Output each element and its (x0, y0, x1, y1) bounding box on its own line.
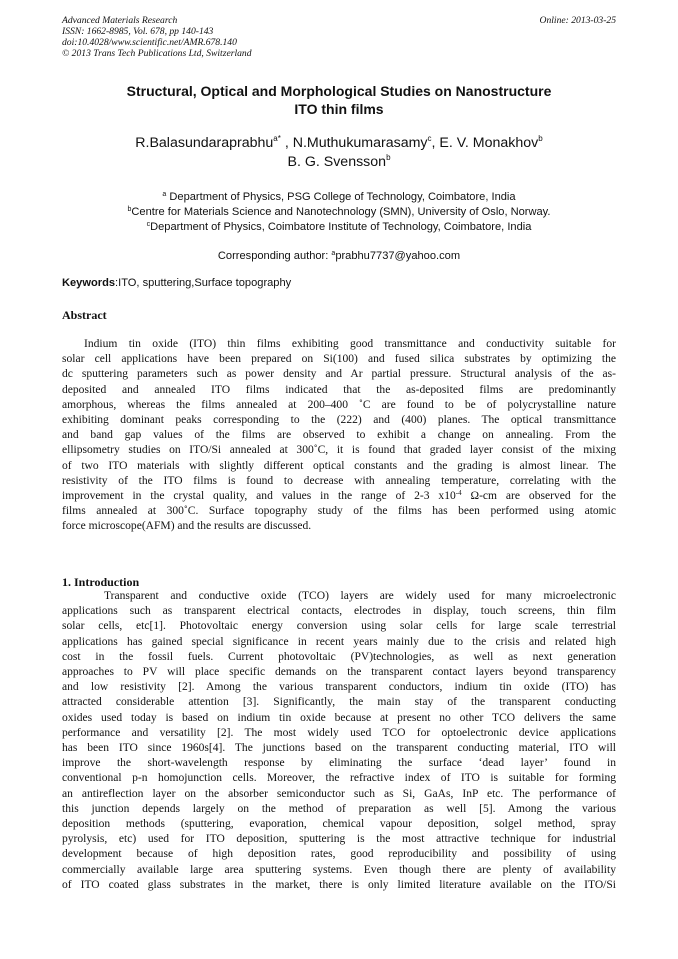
intro-line: pyrolysis, etc) used for ITO deposition, sputtering is the most attractive technique for industrial (62, 833, 616, 846)
intro-line: attracted considerable attention [3]. Significantly, the main stay of the transparent conducting (62, 696, 616, 709)
corresponding-email: prabhu7737@yahoo.com (335, 250, 461, 262)
abstract-line: Indium tin oxide (ITO) thin films exhibiting good transmittance and conductivity suitable for (84, 338, 616, 350)
author-mark: b (386, 153, 391, 162)
intro-line: of ITO coated glass substrates in the market, there is only limited literature available on the ITO/Si (62, 878, 616, 891)
affiliation-a (62, 190, 616, 204)
intro-line: development because of high deposition rates, good reproducibility and possibility of using (62, 848, 616, 861)
intro-line: solar cells, etc[1]. Photovoltaic energy conversion using solar cells for large scale terrestrial (62, 620, 616, 633)
abstract-body (62, 337, 616, 535)
abstract-line: and band gap values of the films are observed to exhibit a change on annealing. From the (62, 429, 616, 442)
affiliation-text: Centre for Materials Science and Nanotechnology (SMN), University of Oslo, Norway. (131, 206, 551, 218)
affiliation-text: Department of Physics, PSG College of Technology, Coimbatore, India (166, 191, 516, 203)
intro-line: approaches to PV will place specific demands on the transparent contact layers beyond transparency (62, 666, 616, 679)
intro-line: an antireflection layer on the absorber semiconductor such as Si, GaAs, InP etc. The performance of (62, 787, 616, 800)
authors-line-2 (62, 153, 616, 172)
affiliation-b (62, 205, 616, 219)
intro-line: cost in the fossil fuels. Current photovoltaic (PV)technologies, as well as next generation (62, 650, 616, 663)
abstract-line-text: improvement in the crystal quality, and values in the range of 2-3 x10 (62, 490, 456, 503)
author-name: B. G. Svensson (287, 154, 387, 170)
intro-line: Transparent and conductive oxide (TCO) layers are widely used for many microelectronic (104, 590, 616, 602)
title-line-2: ITO thin films (294, 101, 384, 117)
intro-line: has been ITO since 1960s[4]. The junctions based on the transparent conducting material, ITO will (62, 742, 616, 755)
introduction-body (62, 589, 616, 893)
author-name: E. V. Monakhov (439, 135, 539, 151)
keywords-label: Keywords (62, 277, 116, 289)
copyright-line: © 2013 Trans Tech Publications Ltd, Switzerland (62, 48, 252, 59)
separator: , (284, 135, 293, 151)
author-mark: b (538, 134, 543, 143)
exponent: -4 (455, 489, 462, 498)
affiliation-mark: b (127, 206, 132, 213)
intro-line: applications has gained special significance in recent years mainly due to the crisis and related high (62, 635, 616, 648)
author-mark: c (427, 134, 432, 143)
abstract-line: of two ITO materials with slightly different optical constants and the grading is almost linear. The (62, 459, 616, 472)
author-name: N.Muthukumarasamy (292, 135, 428, 151)
abstract-line-tail: Ω-cm are observed for the (461, 490, 617, 503)
intro-line: and low resistivity [2]. Among the various transparent conductors, indium tin oxide (ITO) has (62, 681, 616, 694)
abstract-line: amorphous, whereas the films annealed at 200–400 ˚C are found to be of polycrystalline nature (62, 398, 616, 411)
introduction-heading: 1. Introduction (62, 575, 140, 589)
keywords (62, 277, 291, 289)
intro-line: commercially available large area sputtering systems. Even though there are plenty of availability (62, 863, 616, 876)
intro-line: oxides used today is based on indium tin oxide because at present no other TCO delivers the same (62, 711, 616, 724)
title-line-1: Structural, Optical and Morphological Studies on Nanostructure (126, 83, 552, 99)
affiliation-mark: c (146, 221, 151, 228)
abstract-line: force microscope(AFM) and the results are discussed. (62, 520, 312, 533)
online-date: Online: 2013-03-25 (539, 15, 616, 26)
corresponding-author (62, 249, 616, 263)
abstract-line: deposited and annealed ITO films indicated that the as-deposited films are predominantly (62, 383, 616, 396)
abstract-line: solar cell applications have been prepared on Si(100) and fused silica substrates by optimizing the (62, 353, 616, 366)
keywords-text: :ITO, sputtering,Surface topography (115, 277, 292, 289)
authors-line-1 (62, 134, 616, 153)
corresponding-label: Corresponding author: (217, 250, 332, 262)
abstract-line: dc sputtering parameters such as power density and Ar partial pressure. Structural analysis of the as- (62, 368, 616, 381)
journal-name: Advanced Materials Research (62, 15, 178, 26)
affiliation-c (62, 220, 616, 234)
journal-header (62, 15, 616, 59)
paper-title (62, 82, 616, 118)
abstract-line: films annealed at 300˚C. Surface topography study of the films has been performed using atomic (62, 505, 616, 518)
intro-line: deposition methods (sputtering, evaporation, chemical vapour deposition, solgel method, spray (62, 818, 616, 831)
affiliation-mark: a (162, 191, 167, 198)
intro-line: performance and versatility [2]. The most widely used TCO for optoelectronic device applications (62, 726, 616, 739)
doi-line: doi:10.4028/www.scientific.net/AMR.678.140 (62, 37, 237, 48)
abstract-line (62, 489, 616, 504)
abstract-line: exhibiting dominant peaks corresponding to the (222) and (400) planes. The optical transmittance (62, 414, 616, 427)
abstract-line: resistivity of the ITO films is found to decrease with annealing temperature, correlating with the (62, 474, 616, 487)
affiliation-text: Department of Physics, Coimbatore Institute of Technology, Coimbatore, India (150, 221, 532, 233)
separator: , (431, 135, 440, 151)
author-list (62, 134, 616, 172)
author-mark: a* (273, 134, 281, 143)
author-name: R.Balasundaraprabhu (135, 135, 274, 151)
intro-line: improve the short-wavelength response by eliminating the surface ‘dead layer’ found in (62, 757, 616, 770)
corresponding-mark: a (331, 250, 336, 257)
intro-line: conventional p-n homojunction cells. Moreover, the refractive index of ITO is suitable for forming (62, 772, 616, 785)
abstract-heading: Abstract (62, 308, 107, 322)
intro-line: this junction depends largely on the method of preparation as well [5]. Among the various (62, 802, 616, 815)
issn-line: ISSN: 1662-8985, Vol. 678, pp 140-143 (62, 26, 214, 37)
intro-line: applications such as transparent electrical contacts, electrodes in display, touch screens, thin film (62, 605, 616, 618)
abstract-line: ellipsometry studies on ITO/Si annealed at 300˚C, it is found that graded layer consist of the mixing (62, 444, 616, 457)
